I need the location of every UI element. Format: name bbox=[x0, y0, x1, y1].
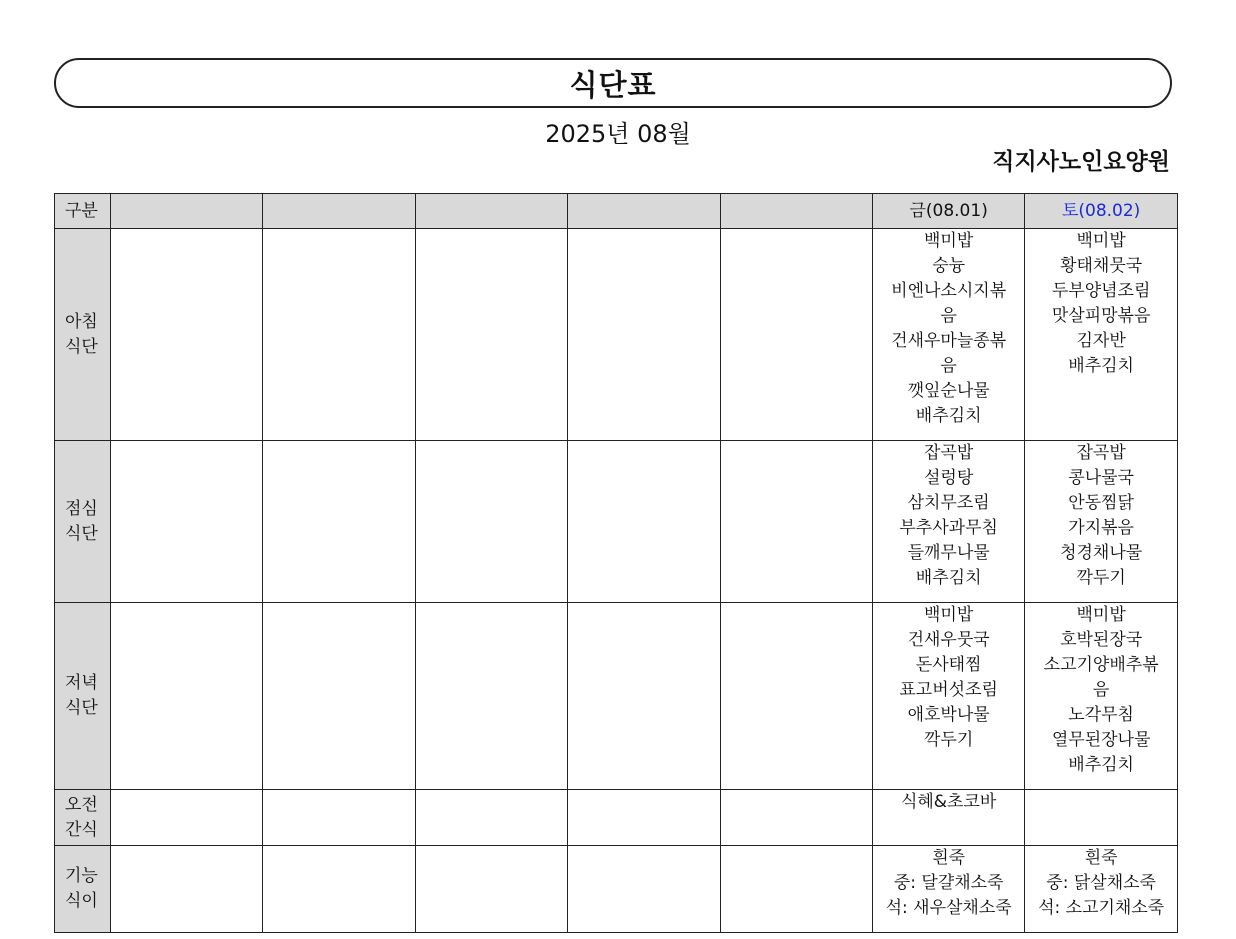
menu-cell bbox=[415, 603, 567, 790]
meal-label bbox=[55, 441, 111, 603]
menu-cell bbox=[720, 603, 872, 790]
menu-item: 배추김치 bbox=[915, 568, 982, 588]
menu-item: 표고버섯조림 bbox=[899, 680, 998, 700]
meal-label bbox=[55, 603, 111, 790]
menu-item: 호박된장국 bbox=[1060, 630, 1143, 650]
menu-item: 비엔나소시지볶 bbox=[891, 281, 1007, 301]
menu-item: 깻잎순나물 bbox=[907, 381, 990, 401]
menu-table bbox=[54, 193, 1178, 933]
menu-item: 숭늉 bbox=[932, 256, 966, 276]
menu-item: 깍두기 bbox=[924, 730, 974, 750]
menu-item: 맛살피망볶음 bbox=[1051, 306, 1151, 326]
menu-item: 노각무침 bbox=[1068, 705, 1134, 725]
day-header bbox=[720, 194, 872, 229]
meal-label-line: 식단 bbox=[65, 698, 98, 718]
menu-cell bbox=[415, 441, 567, 603]
meal-row bbox=[55, 846, 1178, 933]
menu-item: 삼치무조림 bbox=[907, 493, 990, 513]
menu-cell bbox=[720, 229, 872, 441]
menu-cell bbox=[263, 229, 415, 441]
menu-cell bbox=[720, 441, 872, 603]
meal-label-line: 저녁 bbox=[65, 673, 98, 693]
menu-cell bbox=[568, 790, 720, 846]
menu-item: 잡곡밥 bbox=[924, 443, 974, 463]
meal-label-line: 식단 bbox=[65, 523, 98, 544]
menu-cell bbox=[263, 603, 415, 790]
meal-label-line: 식이 bbox=[65, 891, 98, 911]
menu-item: 설렁탕 bbox=[924, 468, 974, 488]
menu-item: 잡곡밥 bbox=[1076, 443, 1126, 463]
menu-item: 석: 소고기채소죽 bbox=[1038, 898, 1165, 918]
menu-item: 백미밥 bbox=[924, 605, 974, 625]
menu-item: 흰죽 bbox=[932, 848, 966, 868]
menu-item: 음 bbox=[940, 356, 957, 376]
meal-label-line: 아침 bbox=[65, 311, 98, 332]
day-header bbox=[415, 194, 567, 229]
menu-item: 음 bbox=[1092, 680, 1110, 700]
menu-cell bbox=[568, 441, 720, 603]
menu-cell bbox=[263, 790, 415, 846]
menu-item: 건새우마늘종볶 bbox=[891, 331, 1007, 351]
menu-cell bbox=[872, 441, 1024, 603]
menu-item: 소고기양배추볶 bbox=[1043, 655, 1159, 675]
menu-item: 중: 닭살채소죽 bbox=[1046, 873, 1156, 893]
menu-item: 두부양념조림 bbox=[1051, 281, 1151, 301]
menu-item: 애호박나물 bbox=[907, 705, 990, 725]
menu-item: 안동찜닭 bbox=[1068, 493, 1134, 513]
menu-item: 배추김치 bbox=[915, 406, 982, 426]
menu-item: 콩나물국 bbox=[1068, 468, 1134, 488]
menu-item: 청경채나물 bbox=[1060, 543, 1143, 563]
menu-cell bbox=[1025, 603, 1178, 790]
menu-cell bbox=[415, 229, 567, 441]
meal-label-line: 오전 bbox=[65, 794, 98, 815]
menu-cell bbox=[1025, 790, 1178, 846]
meal-label-line: 기능 bbox=[65, 866, 98, 886]
day-header bbox=[263, 194, 415, 229]
menu-item: 백미밥 bbox=[1076, 231, 1126, 251]
day-header bbox=[111, 194, 263, 229]
title-bar bbox=[54, 58, 1172, 108]
menu-item: 중: 달걀채소죽 bbox=[893, 873, 1004, 893]
menu-item: 식혜&초코바 bbox=[900, 792, 997, 812]
day-header bbox=[568, 194, 720, 229]
menu-cell bbox=[568, 603, 720, 790]
facility-name: 직지사노인요양원 bbox=[992, 149, 1170, 175]
menu-cell bbox=[415, 790, 567, 846]
menu-cell bbox=[1025, 229, 1178, 441]
menu-cell bbox=[568, 229, 720, 441]
menu-cell bbox=[872, 229, 1024, 441]
meal-row bbox=[55, 441, 1178, 603]
menu-item: 깍두기 bbox=[1076, 568, 1126, 588]
menu-item: 돈사태찜 bbox=[915, 655, 982, 675]
menu-cell bbox=[111, 846, 263, 933]
page-title: 식단표 bbox=[569, 67, 657, 102]
menu-cell bbox=[111, 790, 263, 846]
menu-cell bbox=[415, 846, 567, 933]
meal-label-line: 점심 bbox=[65, 498, 98, 519]
menu-cell bbox=[1025, 846, 1178, 933]
menu-cell bbox=[111, 603, 263, 790]
meal-label bbox=[55, 846, 111, 933]
meal-label-line: 간식 bbox=[65, 819, 98, 840]
menu-cell bbox=[872, 846, 1024, 933]
meal-row bbox=[55, 603, 1178, 790]
meal-label-line: 식단 bbox=[65, 336, 98, 357]
menu-item: 황태채뭇국 bbox=[1060, 256, 1143, 276]
day-header: 토(08.02) bbox=[1025, 194, 1178, 229]
header-label: 구분 bbox=[55, 194, 111, 229]
menu-cell bbox=[568, 846, 720, 933]
menu-item: 백미밥 bbox=[1076, 605, 1126, 625]
month-label: 2025년 08월 bbox=[545, 120, 691, 148]
menu-cell bbox=[263, 846, 415, 933]
header-row bbox=[55, 194, 1178, 229]
menu-item: 건새우뭇국 bbox=[907, 630, 990, 650]
menu-cell bbox=[872, 603, 1024, 790]
menu-item: 가지볶음 bbox=[1068, 518, 1134, 538]
menu-item: 들깨무나물 bbox=[907, 543, 990, 563]
menu-cell bbox=[872, 790, 1024, 846]
menu-item: 백미밥 bbox=[924, 231, 974, 251]
menu-cell bbox=[111, 441, 263, 603]
day-header: 금(08.01) bbox=[872, 194, 1024, 229]
menu-cell bbox=[720, 790, 872, 846]
meal-label bbox=[55, 229, 111, 441]
meal-row bbox=[55, 790, 1178, 846]
meal-row bbox=[55, 229, 1178, 441]
menu-item: 음 bbox=[940, 306, 957, 326]
menu-item: 김자반 bbox=[1076, 331, 1126, 351]
menu-cell bbox=[263, 441, 415, 603]
menu-cell bbox=[720, 846, 872, 933]
menu-cell bbox=[111, 229, 263, 441]
menu-item: 배추김치 bbox=[1068, 356, 1134, 376]
menu-item: 부추사과무침 bbox=[899, 518, 998, 538]
menu-item: 흰죽 bbox=[1084, 848, 1118, 868]
menu-item: 배추김치 bbox=[1068, 755, 1134, 775]
menu-item: 석: 새우살채소죽 bbox=[885, 898, 1012, 918]
meal-label bbox=[55, 790, 111, 846]
menu-item: 열무된장나물 bbox=[1051, 730, 1151, 750]
menu-cell bbox=[1025, 441, 1178, 603]
